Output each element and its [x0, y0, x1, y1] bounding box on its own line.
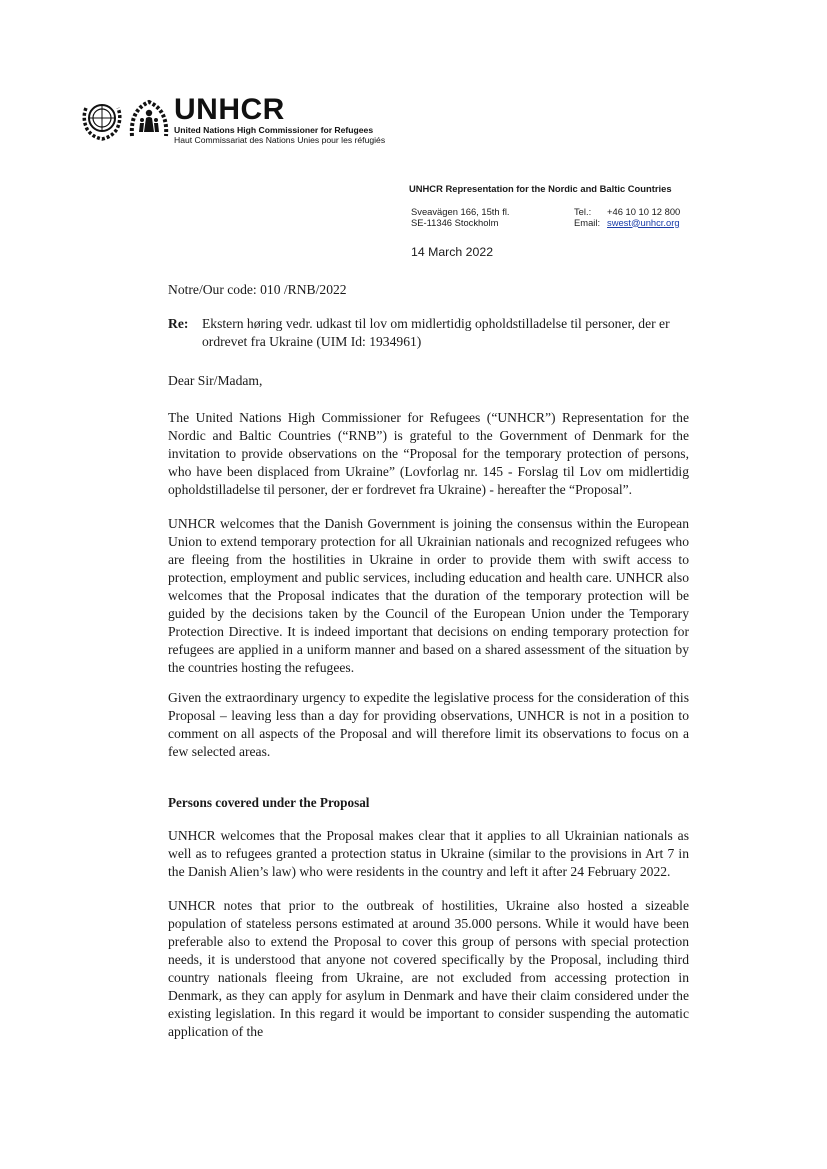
office-contact	[574, 207, 680, 228]
address-line-2: SE-11346 Stockholm	[411, 216, 499, 228]
paragraph-1: The United Nations High Commissioner for Refugees (“UNHCR”) Representation for the Nordic and Baltic Countries (“RNB”) is grateful to the Government of Denmark for the invitation to provide observations on the “Proposal for the temporary protection of persons, who have been displaced from Ukraine” (Lovforlag nr. 145 - Forslag til Lov om midlertidig opholdstilladelse til personer, der er fordrevet fra Ukraine) - hereafter the “Proposal”.	[168, 410, 689, 497]
email-label: Email:	[574, 216, 601, 228]
email-link[interactable]: swest@unhcr.org	[607, 216, 680, 228]
office-address	[411, 207, 510, 228]
section-heading: Persons covered under the Proposal	[168, 795, 370, 810]
subject-line	[168, 315, 689, 351]
subject-text: Ekstern høring vedr. udkast til lov om midlertidig opholdstilladelse til personer, der er ordrevet fra Ukraine (UIM Id: 1934961)	[202, 316, 670, 349]
subject-label: Re:	[168, 316, 189, 331]
tel-label: Tel.:	[574, 206, 592, 217]
unhcr-logo	[78, 96, 172, 144]
address-line-1: Sveavägen 166, 15th fl.	[411, 206, 510, 217]
brand-name-english: United Nations High Commissioner for Refugees	[174, 125, 374, 135]
refugee-family-icon	[126, 96, 172, 142]
our-code: Notre/Our code: 010 /RNB/2022	[168, 282, 347, 297]
paragraph-4: UNHCR welcomes that the Proposal makes clear that it applies to all Ukrainian nationals as well as to refugees granted a protection status in Ukraine (similar to the provisions in Art 7 in the Danish Alien’s law) who were residents in the country and left it after 24 February 2022.	[168, 828, 689, 879]
paragraph-5: UNHCR notes that prior to the outbreak of hostilities, Ukraine also hosted a sizeable population of stateless persons estimated at around 35.000 persons. While it would have been preferable also to extend the Proposal to cover this group of persons with special protection needs, it is understood that anyone not covered specifically by the Proposal, including third country nationals fleeing from Ukraine, are not excluded from accessing protection in Denmark, as they can apply for asylum in Denmark and have their claim considered under the existing legislation. In this regard it would be important to consider suspending the automatic application of the	[168, 898, 689, 1039]
tel-value: +46 10 10 12 800	[607, 206, 681, 217]
brand-block	[174, 95, 385, 145]
letter-date: 14 March 2022	[411, 245, 494, 259]
paragraph-2: UNHCR welcomes that the Danish Government is joining the consensus within the European Union to extend temporary protection for all Ukrainian nationals and recognized refugees who are fleeing from the hostilities in Ukraine in order to provide them with swift access to protection, employment and public services, including education and health care. UNHCR also welcomes that the Proposal indicates that the duration of the temporary protection will be guided by the decisions taken by the Council of the European Union under the Temporary Protection Directive. It is indeed important that decisions on ending temporary protection for refugees are applied in a uniform manner and based on a shared assessment of the situation by the countries hosting the refugees.	[168, 516, 689, 675]
email-row	[574, 218, 680, 229]
office-title: UNHCR Representation for the Nordic and Baltic Countries	[409, 183, 672, 194]
un-emblem-icon	[78, 96, 126, 142]
salutation: Dear Sir/Madam,	[168, 373, 263, 388]
paragraph-3: Given the extraordinary urgency to expedite the legislative process for the consideration of this Proposal – leaving less than a day for providing observations, UNHCR is not in a position to comment on all aspects of the Proposal and will therefore limit its observations to focus on a few selected areas.	[168, 690, 689, 759]
brand-name: UNHCR	[174, 93, 285, 126]
brand-name-french: Haut Commissariat des Nations Unies pour les réfugiés	[174, 135, 386, 145]
